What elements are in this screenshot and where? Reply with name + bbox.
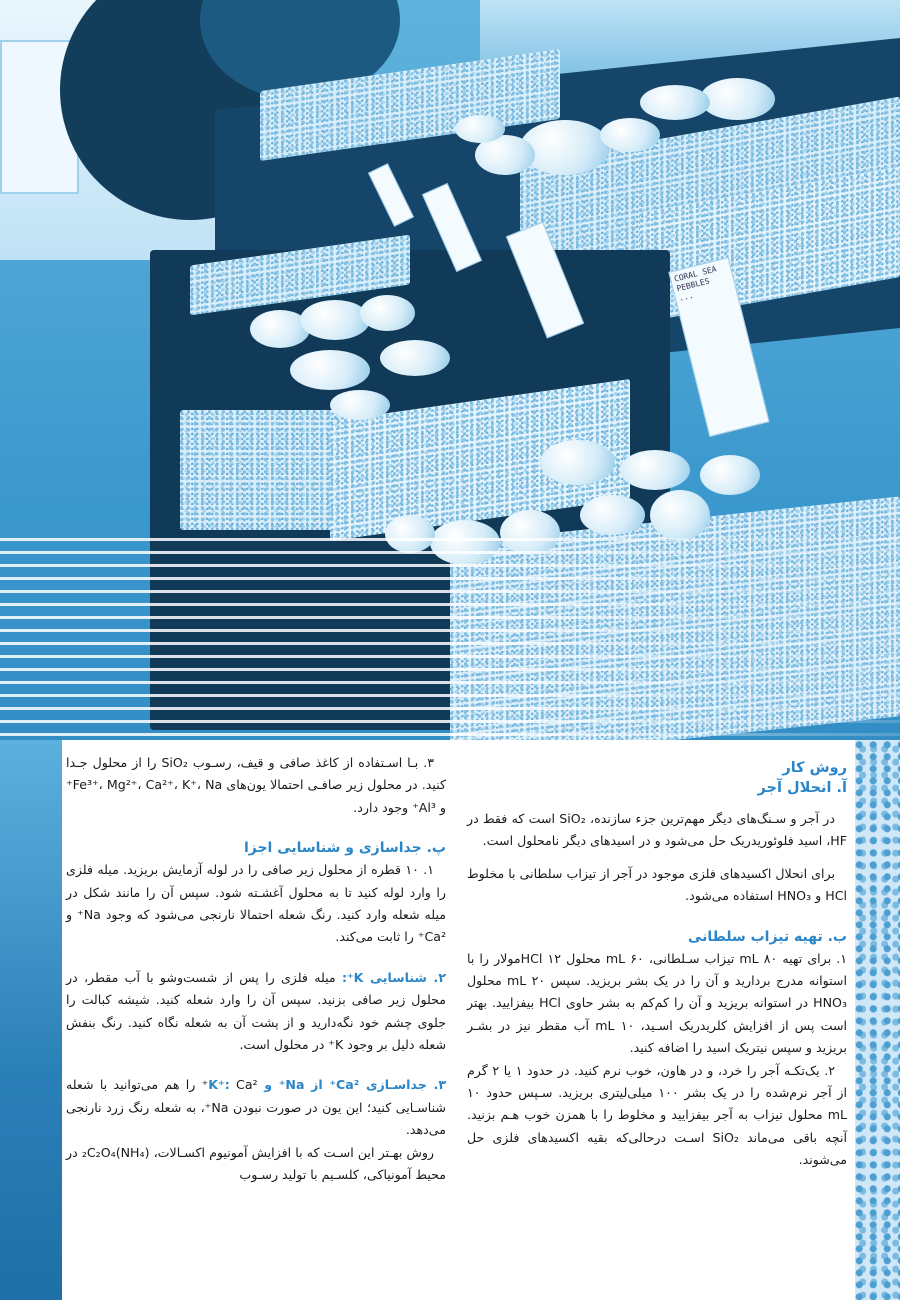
pebble [580,495,645,535]
pebble [360,295,415,331]
pebble [620,450,690,490]
pebble [700,78,775,120]
subsection-a-title: آ. انحلال آجر [757,780,847,796]
price-tag: CORAL SEA PEBBLES ... [668,257,769,437]
photo-lower-left [0,740,62,1300]
decorative-stripes [0,538,900,748]
pebble [330,390,390,420]
step-2-title: ۲. شناسایی K⁺: [341,969,446,985]
paragraph: ۱. ۱۰ قطره از محلول زیر صافی را در لوله آزمایش بریزید. میله فلزی را وارد لوله کنید تا به محلول آغشـته شود. سپس آن را مانند شکل در میله شعله وارد کنید. رنگ شعله احتمالا نارنجی می‌شود که وجود Na⁺ و Ca²⁺ را ثابت می‌کند. [66,862,447,945]
left-column [66,752,446,1187]
paragraph: در آجر و سـنگ‌های دیگر مهم‌ترین جزء سازنده، SiO₂ است که فقط در HF، اسید فلوئوریدریک حل می‌شود و در اسیدهای دیگر نامحلول است. [467,811,847,849]
pebble [300,300,370,340]
subsection-b-title: ب. تهیه تیزاب سلطانی [687,928,847,945]
text-panel [62,740,855,1300]
pebble [290,350,370,390]
photo-lower-right-gravel [855,740,900,1300]
paragraph: ۱. برای تهیه ۸۰ mL تیزاب سـلطانی، ۶۰ mL محلول HCl ۱۲مولار را با استوانه مدرج بردارید و آن را در یک بشر بریزید. سپس ۲۰ mL محلول HNO₃ در استوانه بریزید و آن را کم‌کم به بشر حاوی HCl بیفزایید. بهتر است پس از افزایش کلریدریک اسـید، ۱۰ mL آب مقطر نیز در بشـر بریزید و سپس نیتریک اسید را اضافه کنید. [467,950,847,1056]
step-3-title: ۳. جداسـازی Ca²⁺ از Na⁺ و K⁺: [208,1077,446,1093]
paragraph: ۲. یک‌تکـه آجر را خرد، و در هاون، خوب نرم کنید. در حدود ۱ یا ۲ گرم از آجر نرم‌شده را در یک بشر ۱۰۰ میلی‌لیتری بریزید. سـپس حدود ۱۰ mL محلول تیزاب به آجر بیفزایید و مخلوط را با همزن خوب هـم بزنید. آنچه باقی می‌ماند SiO₂ اسـت درحالی‌که بقیه اکسیدهای فلزی حل می‌شوند. [467,1062,847,1168]
pebble [640,85,710,120]
section-title: روش کار [782,760,847,776]
paragraph: ۳. بـا اسـتفاده از کاغذ صافی و قیف، رسـوب SiO₂ را از محلول جـدا کنید. در محلول زیر صافـی احتمالا یون‌های Fe³⁺، Mg²⁺، Ca²⁺، K⁺، Na⁺ و Al³⁺ وجود دارد. [66,755,447,815]
step-3-text: Ca²⁺ را هم می‌توانید با شعله شناسـایی کنید؛ این یون در صورت نبودن Na⁺، به شعله رنگ زرد نارنجی می‌دهد. [66,1077,446,1138]
pebble [650,490,710,540]
paragraph [66,967,446,1057]
pebble [380,340,450,376]
pebble [455,115,505,143]
section-p-title: پ. جداسازی و شناسایی اجزا [243,840,446,857]
paragraph: روش بهـتر این اسـت که با افزایش آمونیوم اکسـالات، (NH₄)₂C₂O₄ در محیط آمونیاکی، کلسـیم با تولید رسـوب [66,1144,446,1183]
pebble [600,118,660,152]
right-column [467,758,847,1172]
pebble [520,120,610,175]
paragraph: برای انحلال اکسیدهای فلزی موجود در آجر از تیزاب سلطانی با مخلوط HCl و HNO₃ استفاده می‌شود. [467,865,847,904]
step-2-text: میله فلزی را پس از شست‌وشو با آب مقطر، در محلول زیر صافی بزنید. سپس آن را وارد شعله کنید. شیشه کبالت را جلوی چشم خود نگه‌دارید و از پشت آن به شعله نگاه کنید. رنگ بنفش شعله دلیل بر وجود K⁺ در محلول است. [66,969,446,1053]
pebble [540,440,615,485]
pebble [700,455,760,495]
paragraph [66,1074,446,1141]
